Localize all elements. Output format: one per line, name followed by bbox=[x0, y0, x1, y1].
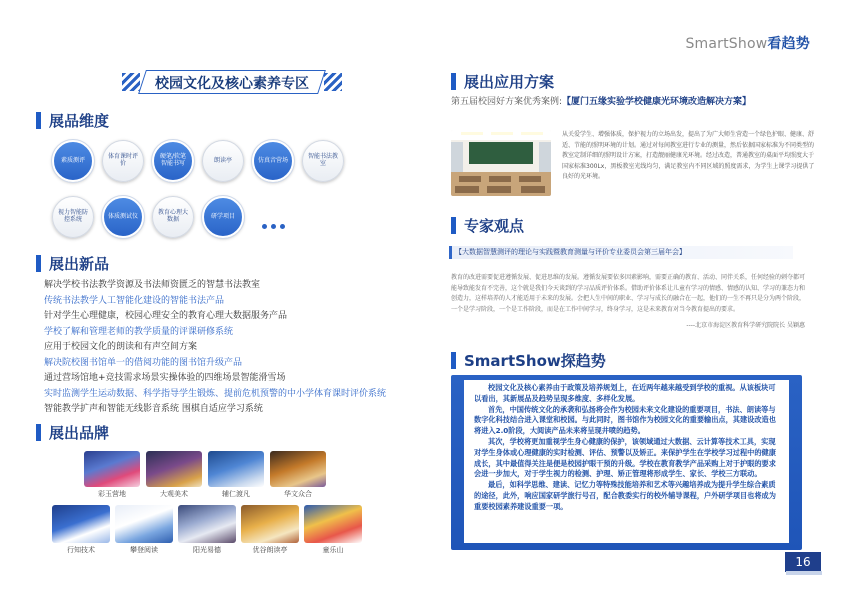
section-title: 展出品牌 bbox=[49, 424, 110, 442]
trends-panel bbox=[451, 375, 802, 550]
dimension-bubble: 朗读亭 bbox=[202, 140, 244, 182]
section-bar bbox=[451, 73, 456, 90]
expert-quote: 教育的改进需要促进遵循发展、促进思维的发展。遵循发展要依多因素影响，需要正确的教育、活动、同伴关系，任何经验的刺夺都可能导致能发育不完善，这个就是我们今天谈到的学习品质评价体系。借助评价体系让儿童有学习的情感、情感的认知、学习的兼态力和创造力，这样培养的人才能适用于未来的发展。会把人生中间的职业、学习与成长的融合在一起，他们的一生不再只是分为两个阶段，一个是学习阶段，一个是工作阶段，而是在工作中间学习，终身学习，这是未来教育对当今教育提出的要求。 bbox=[451, 274, 806, 313]
brand-caption: 攀登阅读 bbox=[130, 546, 158, 554]
brand-caption: 彩玉营地 bbox=[98, 490, 126, 498]
list-item: 针对学生心理健康，校园心理安全的教育心理大数据服务产品 bbox=[44, 311, 288, 321]
section-title: 专家观点 bbox=[464, 217, 525, 235]
more-dots-icon bbox=[262, 224, 285, 229]
trends-paragraph: 最后，如科学思维、建读、记忆力等特殊技能培养和艺术等兴趣培养成为提升学生综合素质的途径，此外，响应国家研学旅行号召，配合教委实行的校外辅导课程，户外研学项目也将成为重要校园素养建设重要一项。 bbox=[474, 480, 776, 511]
section-title: 展品维度 bbox=[49, 112, 110, 130]
section-expert bbox=[451, 215, 524, 236]
brand-caption: 阳光易德 bbox=[193, 546, 221, 554]
dimension-bubble: 研学项目 bbox=[202, 196, 244, 238]
dimension-bubble: 体育课时评价 bbox=[102, 140, 144, 182]
list-item: 学校了解和管理老师的教学质量的评课研修系统 bbox=[44, 326, 234, 337]
brand-suffix: 看趋势 bbox=[767, 36, 810, 52]
brand-caption: 童乐山 bbox=[322, 546, 344, 554]
brand-photo bbox=[52, 505, 110, 543]
trends-paragraph: 校园文化及核心素养由于政策及培养规划上，在近两年越来越受到学校的重视。从该板块可以看出，其新展品及趋势呈现多维度、多样化发展。 bbox=[474, 383, 776, 403]
brand-caption: 华文众合 bbox=[284, 490, 312, 498]
section-display-dimension bbox=[36, 110, 109, 131]
brand-photo bbox=[178, 505, 236, 543]
classroom-photo bbox=[451, 130, 551, 196]
solution-title: 【厦门五缘实验学校健康光环境改造解决方案】 bbox=[562, 97, 752, 107]
expert-event-ribbon: 【大数据智慧测评的理论与实践暨教育测量与评价专业委员会第三届年会】 bbox=[449, 246, 793, 259]
section-title: SmartShow探趋势 bbox=[464, 352, 606, 370]
zone-title-banner bbox=[122, 70, 342, 94]
brand-caption: 优谷朗读亭 bbox=[252, 546, 288, 554]
trends-paragraph: 其次，学校将更加重视学生身心健康的保护，该领域通过大数据、云计算等技术工具，实现对学生身体或心理健康的实时检测、评估、预警以及矫正。来保护学生在学校学习过程中的健康成长，其中最值得关注是便是校园护眼干预的升级。学校在教育教学产品采购上对于护眼的要求会进一步加大，对于学生视力的检测、护理、矫正管理将形成学生、家长、学校三方联动。 bbox=[474, 436, 776, 479]
section-bar bbox=[451, 217, 456, 234]
list-item: 解决院校图书馆单一的借阅功能的图书馆升级产品 bbox=[44, 357, 243, 368]
solution-prefix: 第五届校园好方案优秀案例: bbox=[451, 97, 563, 107]
dimension-bubble: 素质测评 bbox=[52, 140, 94, 182]
list-item: 实时监测学生运动数据、科学指导学生锻炼、提前危机预警的中小学体育课时评价系统 bbox=[44, 388, 387, 399]
section-bar bbox=[36, 255, 41, 272]
section-title: 展出应用方案 bbox=[464, 73, 555, 91]
section-bar bbox=[36, 112, 41, 129]
section-new-items bbox=[36, 253, 109, 274]
list-item: 通过营场馆地+竞技需求场景实操体验的四维场景智能滑雪场 bbox=[44, 373, 286, 383]
trends-text bbox=[474, 383, 781, 513]
list-item: 智能教学扩声和智能无线影音系统 围棋自适应学习系统 bbox=[44, 404, 263, 414]
brand-photo bbox=[84, 451, 140, 487]
solution-headline bbox=[451, 94, 751, 107]
zone-title: 校园文化及核心素养专区 bbox=[155, 76, 309, 92]
list-item: 传统书法教学人工智能化建设的智能书法产品 bbox=[44, 295, 225, 306]
brand-photo bbox=[241, 505, 299, 543]
brand-photo bbox=[304, 505, 362, 543]
section-brands bbox=[36, 422, 109, 443]
trends-panel-inner bbox=[464, 380, 789, 543]
list-item: 应用于校园文化的朗读和有声空间方案 bbox=[44, 342, 198, 352]
dimension-bubble: 教育心理大数据 bbox=[152, 196, 194, 238]
trends-paragraph: 首先，中国传统文化的承袭和弘扬将会作为校园未来文化建设的重要项目，书法、朗读等与数字化科技结合进入课堂和校园。与此同时，图书馆作为校园文化的重要输出点，其建设改造也将进入2.0阶段，大阅读产品未来将呈现井喷的趋势。 bbox=[474, 404, 776, 436]
section-trends bbox=[451, 350, 606, 371]
dimension-bubble: 硬笔/软笔智能书写 bbox=[152, 140, 194, 182]
section-bar bbox=[451, 352, 456, 369]
list-item: 解决学校书法教学资源及书法师资匮乏的智慧书法教室 bbox=[44, 280, 261, 290]
new-product-list bbox=[44, 278, 394, 418]
expert-signature: ----北京市海淀区教育科学研究院院长 吴颖惠 bbox=[686, 322, 805, 329]
brand-photo bbox=[146, 451, 202, 487]
solution-description: 从关爱学生、增强体质，保护视力的立场出发，提出了为广大师生营造一个绿色护眼、健康、舒适、节能的照明环境的计划。通过对每间教室进行专业的测量，然后依据国家标准为不同类型的教室定制详细的照明设计方案，打造靓丽健康光环境。经过改造，普通教室的桌面平均照度大于国家标准300Lx，黑板教室光线均匀，满足教室内不同区域的照度需求，为学生上课学习提供了良好的光环境。 bbox=[562, 131, 815, 180]
dimension-bubble: 仿真音营场 bbox=[252, 140, 294, 182]
section-title: 展出新品 bbox=[49, 255, 110, 273]
brand-photo bbox=[115, 505, 173, 543]
brand-caption: 辅仁渡凡 bbox=[222, 490, 250, 498]
brand-caption: 行知技术 bbox=[67, 546, 95, 554]
brand-photo bbox=[208, 451, 264, 487]
brand-prefix: SmartShow bbox=[685, 36, 768, 52]
dimension-bubble: 智能书法教室 bbox=[302, 140, 344, 182]
dimension-bubble: 体质测试仪 bbox=[102, 196, 144, 238]
page-number-fold bbox=[786, 571, 822, 575]
brand-photo bbox=[270, 451, 326, 487]
dimension-bubble: 视力智能防控系统 bbox=[52, 196, 94, 238]
brand-logo bbox=[685, 33, 810, 53]
brand-caption: 大观美术 bbox=[160, 490, 188, 498]
page-number: 16 bbox=[785, 552, 821, 572]
section-solutions bbox=[451, 71, 554, 92]
section-bar bbox=[36, 424, 41, 441]
